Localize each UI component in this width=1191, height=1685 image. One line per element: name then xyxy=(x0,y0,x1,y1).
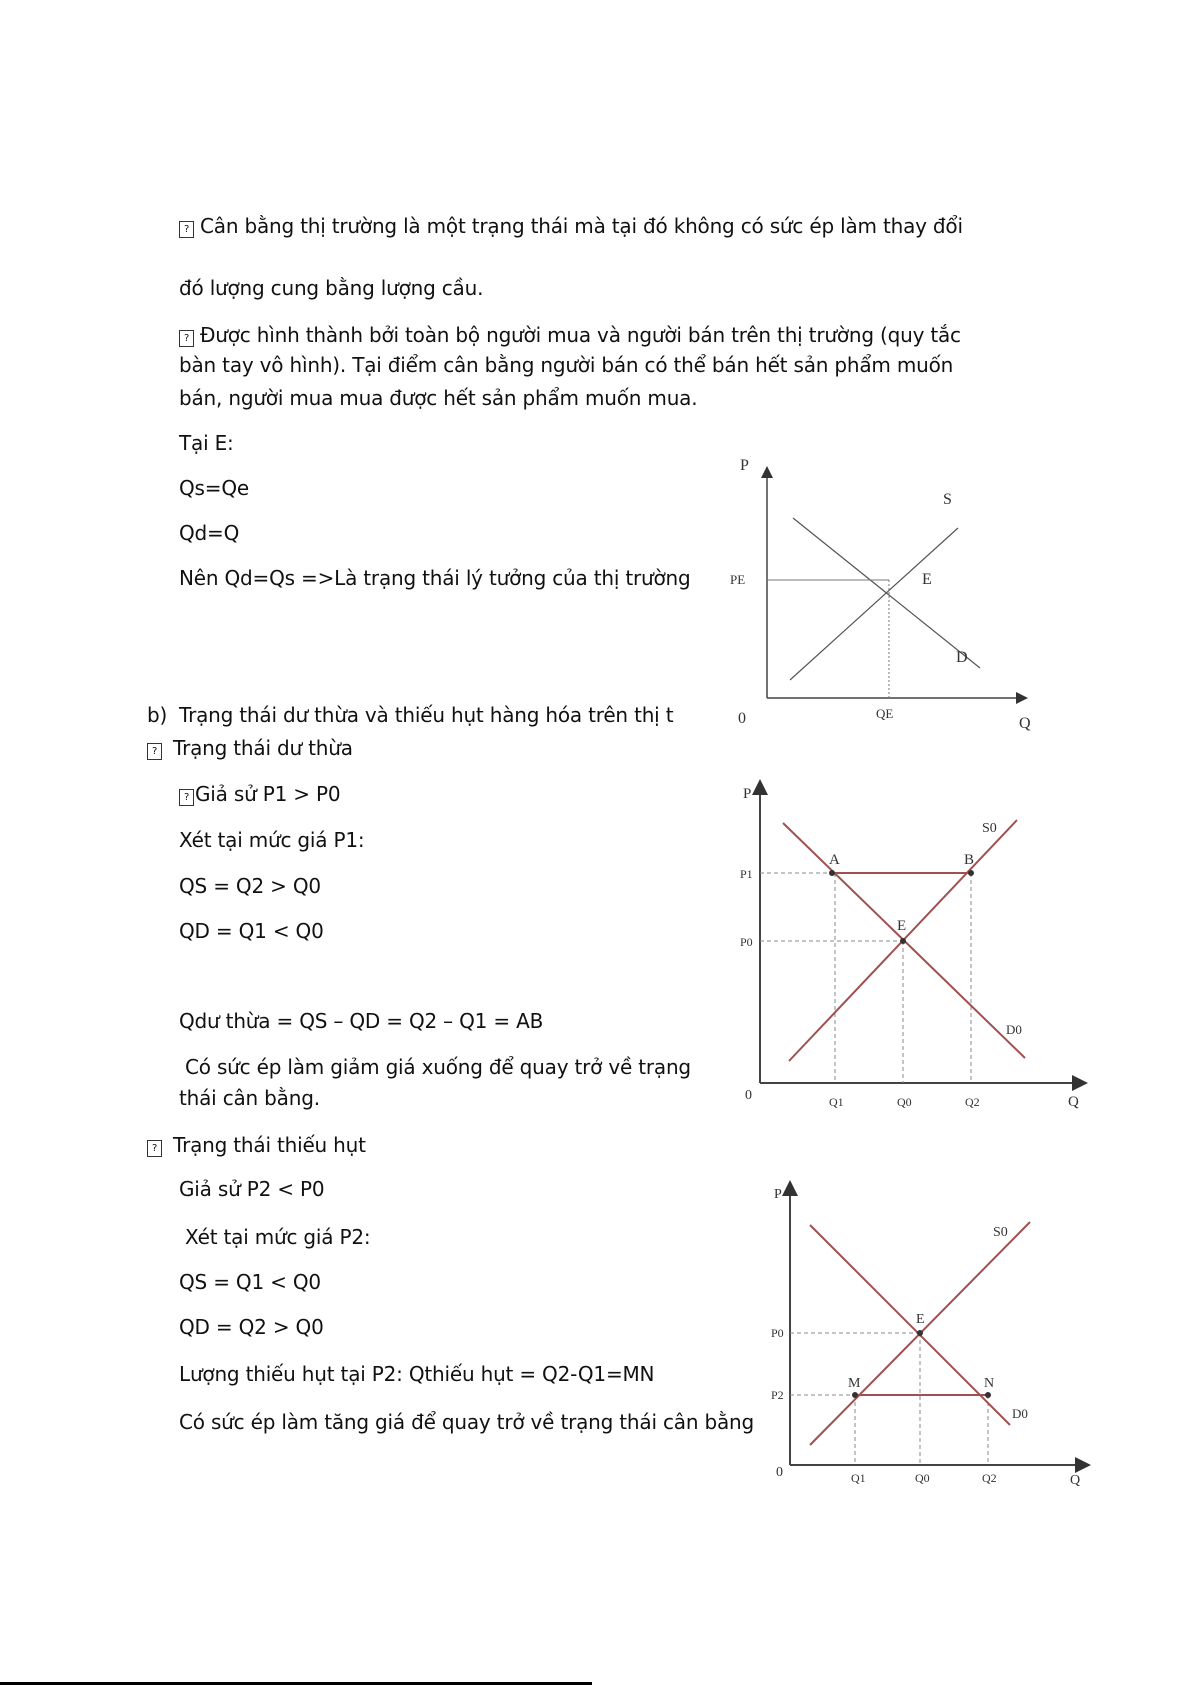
axis-label-q: Q xyxy=(1068,1094,1079,1110)
label-s0: S0 xyxy=(982,821,997,836)
paragraph-line: QD = Q2 > Q0 xyxy=(179,1315,324,1339)
label-a: A xyxy=(829,852,840,868)
label-s: S xyxy=(943,491,952,508)
text: Trạng thái thiếu hụt xyxy=(173,1133,366,1157)
point-e xyxy=(900,938,906,944)
axis-label-p: P xyxy=(774,1187,782,1202)
surplus-diagram xyxy=(740,786,1080,1110)
paragraph-line: QS = Q1 < Q0 xyxy=(179,1270,321,1294)
label-n: N xyxy=(984,1376,995,1391)
label-q1: Q1 xyxy=(829,1095,844,1109)
label-pe: PE xyxy=(730,572,746,587)
label-p0: P0 xyxy=(771,1326,784,1340)
paragraph-line: Có sức ép làm giảm giá xuống để quay trở về trạng xyxy=(185,1055,691,1079)
paragraph-line: QD = Q1 < Q0 xyxy=(179,919,324,943)
text: Cân bằng thị trường là một trạng thái mà tại đó không có sức ép làm thay đổi xyxy=(200,214,963,238)
label-p0: P0 xyxy=(740,935,753,949)
paragraph-line: Giả sử P2 < P0 xyxy=(179,1177,325,1201)
bullet-box-icon: ? xyxy=(179,221,194,238)
point-e xyxy=(917,1330,923,1336)
equilibrium-diagram xyxy=(730,457,1031,732)
label-b: B xyxy=(964,852,975,868)
axis-label-q: Q xyxy=(1019,715,1031,732)
shortage-diagram xyxy=(771,1187,1083,1488)
paragraph-line: Xét tại mức giá P1: xyxy=(179,828,365,852)
label-s0: S0 xyxy=(993,1225,1008,1240)
origin-label: 0 xyxy=(745,1088,752,1103)
section-heading: Trạng thái dư thừa và thiếu hụt hàng hóa trên thị t xyxy=(179,703,674,727)
point-b xyxy=(968,870,974,876)
paragraph-line: QS = Q2 > Q0 xyxy=(179,874,321,898)
paragraph-line: Xét tại mức giá P2: xyxy=(185,1225,371,1249)
label-q2: Q2 xyxy=(982,1471,997,1485)
origin-label: 0 xyxy=(738,710,746,727)
label-e: E xyxy=(922,571,932,588)
point-n xyxy=(985,1392,991,1398)
text: Được hình thành bởi toàn bộ người mua và người bán trên thị trường (quy tắc xyxy=(200,323,961,347)
bullet-box-icon: ? xyxy=(147,1140,162,1157)
point-a xyxy=(829,870,835,876)
paragraph-line: thái cân bằng. xyxy=(179,1086,320,1110)
supply-curve xyxy=(790,528,958,680)
bullet-box-icon: ? xyxy=(179,789,194,806)
label-q1: Q1 xyxy=(851,1471,866,1485)
label-m: M xyxy=(848,1376,861,1391)
paragraph-line: đó lượng cung bằng lượng cầu. xyxy=(179,276,484,300)
paragraph-line: Tại E: xyxy=(179,431,234,455)
label-d0: D0 xyxy=(1006,1022,1022,1037)
label-p1: P1 xyxy=(740,867,753,881)
point-m xyxy=(852,1392,858,1398)
label-qe: QE xyxy=(876,706,894,721)
paragraph-line: Có sức ép làm tăng giá để quay trở về trạng thái cân bằng xyxy=(179,1410,754,1434)
bullet-box-icon: ? xyxy=(179,330,194,347)
axis-label-p: P xyxy=(743,786,752,802)
text: Trạng thái dư thừa xyxy=(173,736,353,760)
paragraph-line: bàn tay vô hình). Tại điểm cân bằng người bán có thể bán hết sản phẩm muốn xyxy=(179,353,954,377)
paragraph-line: Lượng thiếu hụt tại P2: Qthiếu hụt = Q2-Q1=MN xyxy=(179,1362,655,1386)
label-e: E xyxy=(897,918,907,934)
paragraph-line: Qd=Q xyxy=(179,521,240,545)
paragraph-line: Qs=Qe xyxy=(179,476,249,500)
text: Giả sử P1 > P0 xyxy=(195,782,341,806)
label-q0: Q0 xyxy=(897,1095,912,1109)
label-e: E xyxy=(916,1312,925,1327)
paragraph-line: bán, người mua mua được hết sản phẩm muốn mua. xyxy=(179,386,698,410)
paragraph-line: Qdư thừa = QS – QD = Q2 – Q1 = AB xyxy=(179,1009,544,1033)
axis-label-q: Q xyxy=(1070,1473,1081,1488)
label-q2: Q2 xyxy=(965,1095,980,1109)
label-d: D xyxy=(956,649,968,666)
label-d0: D0 xyxy=(1012,1406,1028,1421)
paragraph-line: Nên Qd=Qs =>Là trạng thái lý tưởng của thị trường xyxy=(179,566,691,590)
bullet-box-icon: ? xyxy=(147,743,162,760)
section-marker: b) xyxy=(147,703,168,727)
label-q0: Q0 xyxy=(915,1471,930,1485)
axis-label-p: P xyxy=(740,457,749,474)
label-p2: P2 xyxy=(771,1388,784,1402)
origin-label: 0 xyxy=(776,1465,783,1480)
